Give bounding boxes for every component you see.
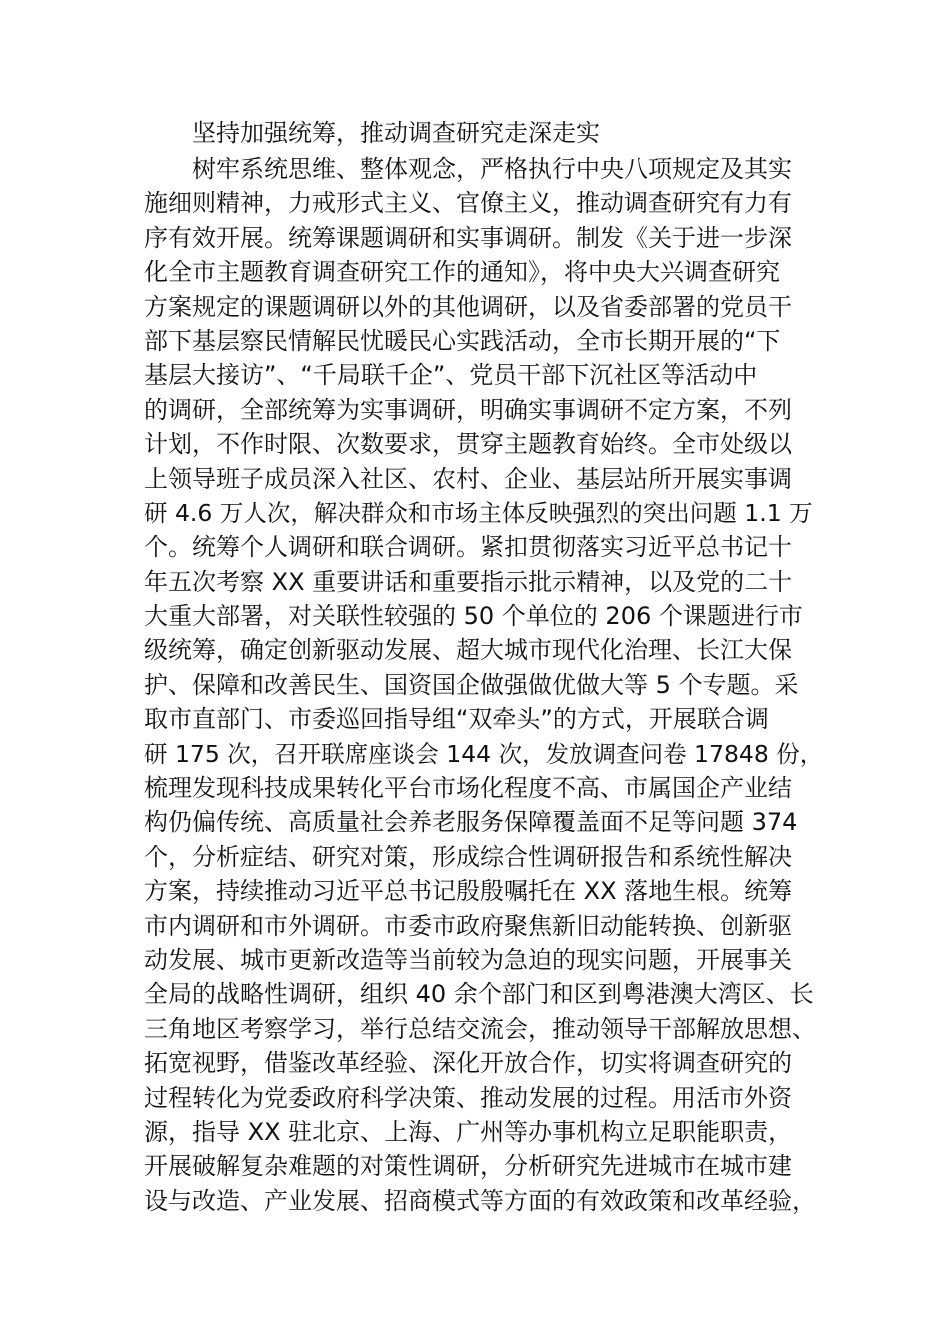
text-line: 方案规定的课题调研以外的其他调研，以及省委部署的党员干 — [144, 292, 792, 321]
text-line: 级统筹，确定创新驱动发展、超大城市现代化治理、长江大保 — [144, 636, 792, 665]
text-line: 大重大部署，对关联性较强的 50 个单位的 206 个课题进行市 — [144, 602, 803, 631]
text-line: 三角地区考察学习，举行总结交流会，推动领导干部解放思想、 — [144, 1014, 816, 1043]
text-line: 树牢系统思维、整体观念，严格执行中央八项规定及其实 — [192, 155, 792, 183]
text-line: 个，分析症结、研究对策，形成综合性调研报告和系统性解决 — [144, 842, 792, 871]
text-line: 市内调研和市外调研。市委市政府聚焦新旧动能转换、创新驱 — [144, 911, 792, 940]
text-line: 护、保障和改善民生、国资国企做强做优做大等 5 个专题。采 — [144, 670, 799, 699]
text-line: 拓宽视野，借鉴改革经验、深化开放合作，切实将调查研究的 — [144, 1049, 792, 1078]
body-paragraph — [144, 152, 824, 1218]
text-line: 设与改造、产业发展、招商模式等方面的有效政策和改革经验， — [144, 1186, 816, 1215]
text-line: 梳理发现科技成果转化平台市场化程度不高、市属国企产业结 — [144, 774, 792, 803]
text-line: 部下基层察民情解民忧暖民心实践活动，全市长期开展的“下 — [144, 326, 781, 355]
text-line: 施细则精神，力戒形式主义、官僚主义，推动调查研究有力有 — [144, 189, 792, 218]
text-line: 个。统筹个人调研和联合调研。紧扣贯彻落实习近平总书记十 — [144, 533, 792, 562]
text-line: 动发展、城市更新改造等当前较为急迫的现实问题，开展事关 — [144, 945, 792, 974]
text-line: 全局的战略性调研，组织 40 余个部门和区到粤港澳大湾区、长 — [144, 980, 814, 1009]
text-line: 的调研，全部统筹为实事调研，明确实事调研不定方案，不列 — [144, 395, 792, 424]
section-heading: 坚持加强统筹，推动调查研究走深走实 — [192, 119, 600, 147]
text-line: 源，指导 XX 驻北京、上海、广州等办事机构立足职能职责， — [144, 1117, 793, 1146]
text-line: 序有效开展。统筹课题调研和实事调研。制发《关于进一步深 — [144, 223, 792, 252]
text-line: 化全市主题教育调查研究工作的通知》，将中央大兴调查研究 — [144, 258, 780, 287]
text-line: 研 175 次，召开联席座谈会 144 次，发放调查问卷 17848 份， — [144, 739, 824, 768]
text-line: 过程转化为党委政府科学决策、推动发展的过程。用活市外资 — [144, 1083, 792, 1112]
text-line: 构仍偏传统、高质量社会养老服务保障覆盖面不足等问题 374 — [144, 808, 798, 837]
text-line: 取市直部门、市委巡回指导组“双牵头”的方式，开展联合调 — [144, 705, 769, 734]
text-line: 方案，持续推动习近平总书记殷殷嘱托在 XX 落地生根。统筹 — [144, 877, 793, 906]
text-line: 研 4.6 万人次，解决群众和市场主体反映强烈的突出问题 1.1 万 — [144, 498, 813, 527]
text-line: 计划，不作时限、次数要求，贯穿主题教育始终。全市处级以 — [144, 430, 792, 459]
text-line: 开展破解复杂难题的对策性调研，分析研究先进城市在城市建 — [144, 1152, 792, 1181]
text-line: 年五次考察 XX 重要讲话和重要指示批示精神，以及党的二十 — [144, 567, 793, 596]
text-line: 上领导班子成员深入社区、农村、企业、基层站所开展实事调 — [144, 464, 792, 493]
text-line: 基层大接访”、“千局联千企”、党员干部下沉社区等活动中 — [144, 361, 758, 390]
